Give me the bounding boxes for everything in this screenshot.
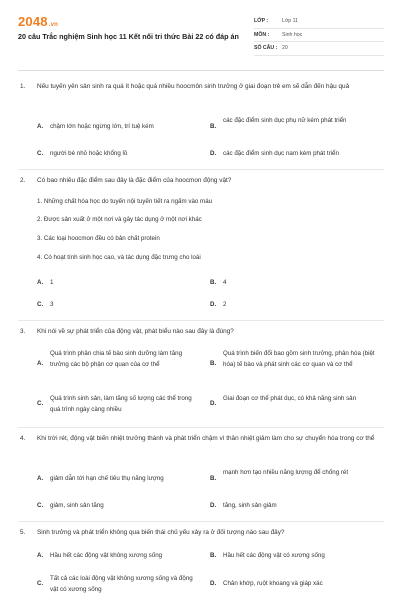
option-letter: B. (210, 279, 217, 286)
option-text: các đặc điểm sinh dục phụ nữ kém phát triển (223, 117, 347, 124)
question-2 (20, 176, 382, 316)
question-text: Khi trời rét, động vật biến nhiệt trưởng thành và phát triển chậm vì thân nhiệt giảm làm cho sự chuyển hóa trong cơ thể (37, 435, 375, 442)
statement: 3. Các loại hoocmon đều có bản chất protein (37, 235, 160, 242)
option-text: Chân khớp, ruột khoang và giáp xác (223, 580, 323, 587)
option-letter: A. (37, 552, 44, 559)
site-logo[interactable] (18, 14, 58, 29)
option-text: tăng, sinh sản giảm (223, 502, 277, 509)
option-text: Giai đoạn cơ thể phát dục, có khả năng sinh sản (223, 395, 357, 402)
option-letter: C. (37, 150, 44, 157)
statement: 1. Những chất hóa học do tuyến nội tuyến tiết ra ngấm vào máu (37, 198, 213, 205)
option-text: giảm, sinh sản tăng (50, 502, 104, 509)
option-text: Hầu hết các động vật có xương sống (223, 552, 325, 559)
logo-suffix: .vn (48, 22, 59, 28)
question-3 (20, 327, 382, 422)
question-text: Có bao nhiêu đặc điểm sau đây là đặc điểm của hoocmon động vật? (37, 177, 232, 184)
question-1 (20, 82, 382, 164)
option-text: 2 (223, 301, 227, 308)
meta-label: SỐ CÂU : (254, 45, 278, 52)
option-letter: A. (37, 123, 44, 130)
option-letter: D. (210, 150, 217, 157)
meta-label: MÔN : (254, 31, 270, 38)
option-letter: B. (210, 123, 217, 130)
option-letter: B. (210, 475, 217, 482)
option-letter: D. (210, 400, 217, 407)
meta-label: LỚP : (254, 18, 269, 25)
option-text: 3 (50, 301, 54, 308)
question-heading (20, 176, 382, 187)
question-4 (20, 434, 382, 516)
option-letter: C. (37, 301, 44, 308)
document-header (18, 12, 384, 60)
meta-value: Sinh học (282, 31, 303, 38)
question-divider (18, 320, 384, 321)
option-letter: D. (210, 301, 217, 308)
question-divider (18, 169, 384, 170)
option-letter: C. (37, 502, 44, 509)
question-number: 4. (20, 435, 26, 442)
question-number: 5. (20, 529, 26, 536)
question-divider (18, 427, 384, 428)
question-heading (20, 434, 382, 445)
question-heading (20, 528, 382, 539)
option-text: người bé nhỏ hoặc khổng lồ (50, 150, 128, 157)
meta-row-subject (254, 29, 384, 43)
option-letter: A. (37, 475, 44, 482)
question-heading (20, 327, 382, 338)
option-text: Quá trình phân chia tế bào sinh dưỡng làm tăng trưởng các bộ phận cơ quan của cơ thể (50, 350, 183, 368)
meta-row-count (254, 42, 384, 56)
option-letter: B. (210, 360, 217, 367)
option-text: Quá trình sinh sản, làm tăng số lượng các thể trong quá trình ngày càng nhiều (50, 395, 192, 413)
question-text: Nếu tuyến yên sản sinh ra quá ít hoặc quá nhiều hoocmôn sinh trưởng ở giai đoạn trẻ em sẽ dẫn đến hậu quả (37, 83, 350, 90)
meta-value: 20 (282, 45, 288, 52)
question-heading (20, 82, 382, 93)
option-letter: D. (210, 580, 217, 587)
option-letter: C. (37, 580, 44, 587)
meta-row-class (254, 15, 384, 29)
option-text: Tất cả các loài động vật không xương sống và động vật có xương sống (50, 575, 193, 593)
document-meta (254, 15, 384, 56)
option-text: chậm lớn hoặc ngừng lớn, trí tuệ kém (50, 123, 154, 130)
option-letter: B. (210, 552, 217, 559)
statement: 4. Có hoạt tính sinh học cao, và tác dụng đặc trưng cho loài (37, 254, 201, 261)
document-title: 20 câu Trắc nghiệm Sinh học 11 Kết nối tri thức Bài 22 có đáp án (18, 32, 239, 41)
option-letter: A. (37, 279, 44, 286)
option-text: 1 (50, 279, 54, 286)
option-text: giảm dẫn tới hạn chế tiêu thụ năng lượng (50, 475, 164, 482)
question-divider (18, 521, 384, 522)
logo-main: 2048 (18, 14, 48, 29)
header-divider (18, 70, 384, 71)
question-number: 3. (20, 328, 26, 335)
option-text: Quá trình biến đổi bao gồm sinh trưởng, phân hóa (biệt hóa) tế bào và phát sinh các cơ quan và cơ thể (223, 350, 375, 368)
option-text: 4 (223, 279, 227, 286)
option-letter: D. (210, 502, 217, 509)
meta-value: Lớp 11 (282, 18, 298, 25)
question-text: Khi nói về sự phát triển của động vật, phát biểu nào sau đây là đúng? (37, 328, 234, 335)
option-letter: C. (37, 400, 44, 407)
option-text: mạnh hơn tạo nhiều năng lượng để chống rét (223, 469, 349, 476)
statement: 2. Được sản xuất ở một nơi và gây tác dụng ở một nơi khác (37, 216, 202, 223)
option-text: các đặc điểm sinh dục nam kém phát triển (223, 150, 339, 157)
question-number: 1. (20, 83, 26, 90)
option-text: Hầu hết các động vật không xương sống (50, 552, 163, 559)
question-text: Sinh trưởng và phát triển không qua biến thái chủ yếu xảy ra ở đối tượng nào sau đây? (37, 529, 285, 536)
question-5 (20, 528, 382, 598)
option-letter: A. (37, 360, 44, 367)
question-number: 2. (20, 177, 26, 184)
